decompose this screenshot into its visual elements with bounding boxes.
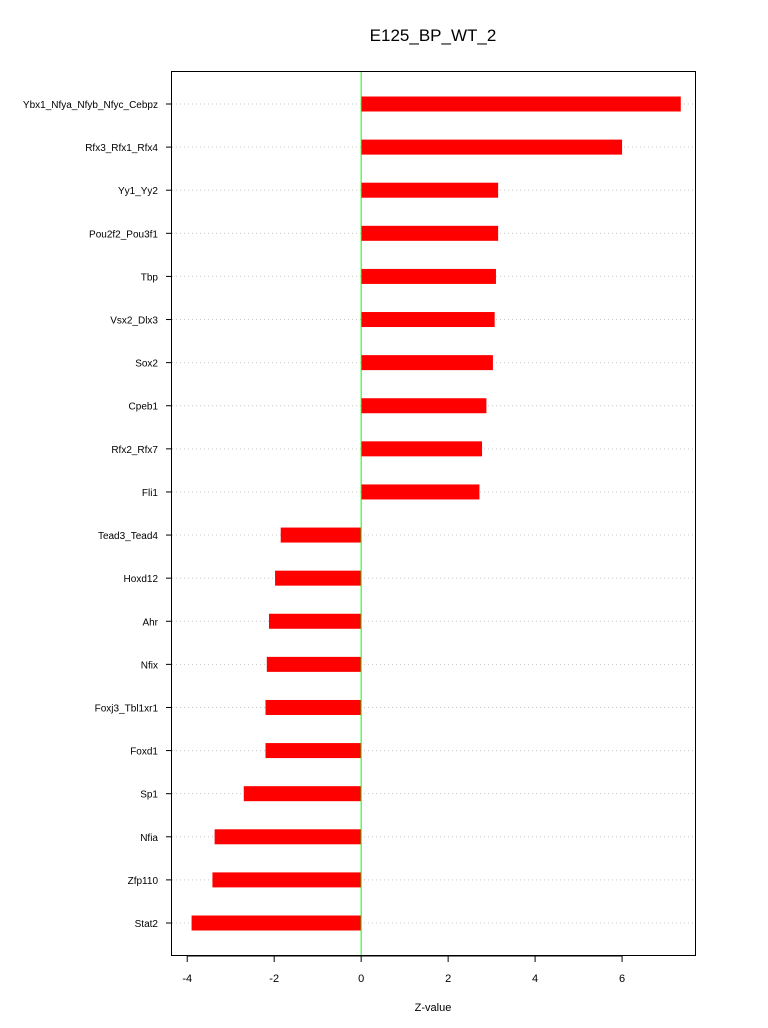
bar-ybx1-nfya-nfyb-nfyc-cebpz: [361, 97, 681, 112]
category-label: Hoxd12: [123, 574, 158, 586]
category-label: Foxj3_Tbl1xr1: [94, 703, 158, 715]
x-tick-label: 6: [619, 973, 626, 985]
chart-title: E125_BP_WT_2: [369, 26, 497, 45]
x-axis-label: Z-value: [414, 1002, 452, 1014]
category-label: Tead3_Tead4: [97, 531, 158, 543]
category-label: Ahr: [142, 617, 158, 629]
category-label: Stat2: [134, 919, 158, 930]
category-label: Sp1: [140, 789, 158, 801]
category-label: Yy1_Yy2: [117, 186, 158, 198]
bar-nfix: [267, 657, 361, 672]
x-tick-label: -4: [182, 973, 193, 985]
bar-vsx2-dlx3: [361, 312, 495, 327]
category-label: Cpeb1: [128, 401, 158, 413]
category-label: Nfia: [140, 832, 158, 844]
category-label: Pou2f2_Pou3f1: [89, 229, 158, 241]
category-labels: [23, 100, 172, 930]
category-label: Tbp: [140, 272, 158, 284]
bar-cpeb1: [361, 398, 486, 413]
category-label: Zfp110: [127, 875, 158, 887]
x-tick-label: -2: [269, 973, 280, 985]
category-label: Rfx3_Rfx1_Rfx4: [85, 143, 158, 155]
x-tick-label: 2: [445, 973, 452, 985]
bar-fli1: [361, 484, 479, 499]
bar-tbp: [361, 269, 496, 284]
bar-zfp110: [212, 872, 361, 887]
bar-pou2f2-pou3f1: [361, 226, 498, 241]
category-label: Vsx2_Dlx3: [110, 315, 158, 327]
x-tick-label: 4: [532, 973, 539, 985]
plot-frame: [172, 72, 696, 956]
bar-nfia: [215, 829, 362, 844]
bar-foxd1: [265, 743, 361, 758]
x-tick-label: 0: [358, 973, 365, 985]
bar-yy1-yy2: [361, 183, 498, 198]
x-axis: [182, 956, 625, 985]
category-label: Ybx1_Nfya_Nfyb_Nfyc_Cebpz: [22, 100, 158, 111]
bar-rfx2-rfx7: [361, 441, 482, 456]
bar-hoxd12: [275, 571, 361, 586]
category-label: Fli1: [141, 487, 158, 499]
category-label: Foxd1: [130, 746, 158, 758]
bar-ahr: [269, 614, 361, 629]
category-label: Nfix: [140, 660, 158, 672]
bar-sp1: [244, 786, 361, 801]
bar-rfx3-rfx1-rfx4: [361, 140, 622, 155]
bar-tead3-tead4: [281, 528, 361, 543]
category-label: Rfx2_Rfx7: [111, 444, 158, 456]
bar-foxj3-tbl1xr1: [265, 700, 361, 715]
category-label: Sox2: [135, 358, 158, 370]
bar-sox2: [361, 355, 493, 370]
bars: [192, 97, 681, 931]
bar-stat2: [192, 916, 362, 931]
